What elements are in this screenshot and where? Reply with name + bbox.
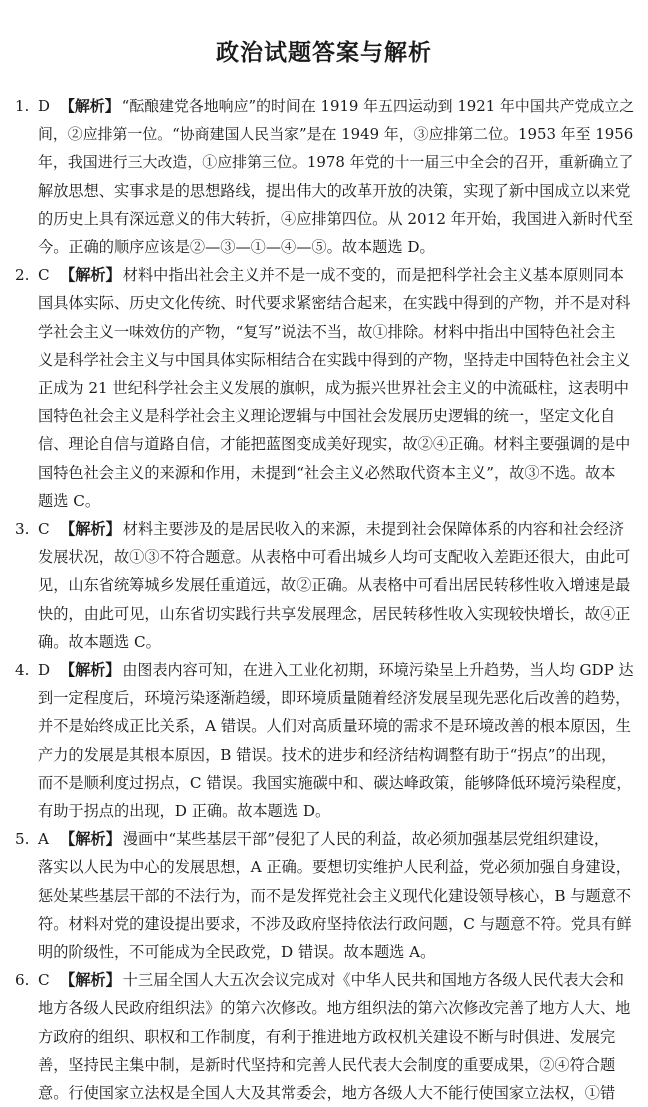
analysis-tag: 【解析】 <box>60 520 121 538</box>
answer-text: 解放思想、实事求是的思想路线，提出伟大的改革开放的决策，实现了新中国成立以来党 <box>38 181 631 200</box>
answer-letter: C <box>38 971 50 990</box>
answer-text: 惩处某些基层干部的不法行为，而不是发挥党社会主义现代化建设领导核心，B 与题意不 <box>38 886 632 905</box>
answer-text: 符。材料对党的建设提出要求，不涉及政府坚持依法行政问题，C 与题意不符。党具有鲜 <box>38 914 632 933</box>
answer-text: 见，山东省统筹城乡发展任重道远，故②正确。从表格中可看出居民转移性收入增速是最 <box>38 576 631 595</box>
answer-line <box>38 402 636 430</box>
answer-first-line <box>15 515 636 543</box>
answer-text: 确。故本题选 C。 <box>38 632 161 651</box>
answer-text: 国特色社会主义是科学社会主义理论逻辑与中国社会发展历史逻辑的统一，坚定文化自 <box>38 407 616 426</box>
analysis-tag: 【解析】 <box>60 266 121 285</box>
answer-line <box>38 797 636 825</box>
answer-line <box>38 600 636 628</box>
answer-text: 今。正确的顺序应该是②—③—①—④—⑤。故本题选 D。 <box>38 238 435 256</box>
answer-letter: C <box>38 520 50 538</box>
answer-text: 到一定程度后，环境污染逐渐趋缓，即环境质量随着经济发展呈现先恶化后改善的趋势， <box>38 689 631 708</box>
answer-text: 落实以人民为中心的发展思想，A 正确。要想切实维护人民利益，党必须加强自身建设， <box>38 858 631 877</box>
answer-line <box>38 1079 636 1107</box>
answer-line <box>38 148 636 176</box>
answer-line <box>38 374 636 402</box>
analysis-tag: 【解析】 <box>60 97 120 115</box>
answer-text: 学社会主义一味效仿的产物，“复写”说法不当，故①排除。材料中指出中国特色社会主 <box>38 322 616 341</box>
answer-text: 的历史上具有深远意义的伟大转折，④应排第四位。从 2012 年开始，我国进入新时代至 <box>38 209 634 228</box>
answer-line <box>38 289 636 317</box>
answer-text: 信、理论自信与道路自信，才能把蓝图变成美好现实，故②④正确。材料主要强调的是中 <box>38 435 631 454</box>
answer-line <box>38 853 636 881</box>
answer-line <box>38 628 636 656</box>
question-number: 4. <box>15 661 30 679</box>
answer-text: “酝酿建党各地响应”的时间在 1919 年五四运动到 1921 年中国共产党成立之 <box>121 97 635 115</box>
answer-text: 方政府的组织、职权和工作制度，有利于推进地方政权机关建设不断与时俱进、发展完 <box>38 1027 616 1046</box>
answer-text: 意。行使国家立法权是全国人大及其常委会，地方各级人大不能行使国家立法权，①错 <box>38 1084 616 1102</box>
answer-first-line <box>15 92 636 120</box>
answer-text: 题选 C。 <box>38 491 101 510</box>
answer-text: 材料中指出社会主义并不是一成不变的，而是把科学社会主义基本原则同本 <box>122 266 624 285</box>
analysis-tag: 【解析】 <box>60 971 121 990</box>
question-number: 3. <box>15 520 30 538</box>
answer-line <box>38 741 636 769</box>
question-number: 1. <box>15 97 30 115</box>
answer-text: 年，我国进行三大改造，①应排第三位。1978 年党的十一届三中全会的召开，重新确立了 <box>38 153 634 172</box>
answer-text: 材料主要涉及的是居民收入的来源，未提到社会保障体系的内容和社会经济 <box>122 520 624 538</box>
answer-text: 并不是始终成正比关系，A 错误。人们对高质量环境的需求不是环境改善的根本原因，生 <box>38 717 631 736</box>
answer-line <box>38 205 636 233</box>
answer-line <box>38 712 636 740</box>
answer-first-line <box>15 656 636 684</box>
answer-letter: D <box>38 661 51 679</box>
answer-text: 快的，由此可见，山东省切实践行共享发展理念，居民转移性收入实现较快增长，故④正 <box>38 604 631 623</box>
answer-line <box>38 1051 636 1079</box>
answer-letter: D <box>38 97 50 115</box>
answer-line <box>38 459 636 487</box>
answer-text: 间，②应排第一位。“协商建国人民当家”是在 1949 年，③应排第二位。1953 年至 1956 <box>38 125 634 144</box>
answer-line <box>38 430 636 458</box>
answer-text: 国具体实际、历史文化传统、时代要求紧密结合起来，在实践中得到的产物，并不是对科 <box>38 294 631 313</box>
answer-text: 十三届全国人大五次会议完成对《中华人民共和国地方各级人民代表大会和 <box>122 971 624 990</box>
answer-first-line <box>15 966 636 994</box>
answer-text: 正成为 21 世纪科学社会主义发展的旗帜，成为振兴世界社会主义的中流砥柱，这表明中 <box>38 379 629 397</box>
answer-line <box>38 882 636 910</box>
answer-text: 漫画中“某些基层干部”侵犯了人民的利益，故必须加强基层党组织建设， <box>122 830 610 849</box>
answer-text: 义是科学社会主义与中国具体实际相结合在实践中得到的产物，坚持走中国特色社会主义 <box>38 350 631 369</box>
question-number: 6. <box>15 971 30 990</box>
answer-text: 国特色社会主义的来源和作用，未提到“社会主义必然取代资本主义”，故③不选。故本 <box>38 463 616 482</box>
analysis-tag: 【解析】 <box>60 830 121 849</box>
answer-line <box>38 120 636 148</box>
answer-line <box>38 543 636 571</box>
answer-line <box>38 1023 636 1051</box>
answer-text: 有助于拐点的出现，D 正确。故本题选 D。 <box>38 802 331 820</box>
question-number: 5. <box>15 830 30 849</box>
question-number: 2. <box>15 266 30 285</box>
answer-line <box>38 769 636 797</box>
answer-line <box>38 994 636 1022</box>
answer-text: 地方各级人民政府组织法》的第六次修改。地方组织法的第六次修改完善了地方人大、地 <box>38 999 631 1018</box>
answer-text: 产力的发展是其根本原因，B 错误。技术的进步和经济结构调整有助于“拐点”的出现， <box>38 745 617 764</box>
answer-line <box>38 684 636 712</box>
answer-line <box>38 346 636 374</box>
answer-line <box>38 571 636 599</box>
analysis-tag: 【解析】 <box>60 661 121 679</box>
answer-line <box>38 233 636 261</box>
answer-text: 由图表内容可知，在进入工业化初期，环境污染呈上升趋势，当人均 GDP 达 <box>122 661 634 679</box>
answer-text: 而不是顺利度过拐点，C 错误。我国实施碳中和、碳达峰政策，能够降低环境污染程度， <box>38 773 632 792</box>
answer-line <box>38 910 636 938</box>
answer-line <box>38 177 636 205</box>
answer-text: 发展状况，故①③不符合题意。从表格中可看出城乡人均可支配收入差距还很大，由此可 <box>38 548 631 567</box>
answer-line <box>38 487 636 515</box>
answer-first-line <box>15 825 636 853</box>
page-title: 政治试题答案与解析 <box>216 39 432 66</box>
answer-line <box>38 938 636 966</box>
answer-letter: C <box>38 266 50 285</box>
answer-letter: A <box>38 830 49 849</box>
answer-text: 明的阶级性，不可能成为全民政党，D 错误。故本题选 A。 <box>38 943 436 961</box>
answer-text: 善，坚持民主集中制，是新时代坚持和完善人民代表大会制度的重要成果，②④符合题 <box>38 1055 616 1074</box>
answer-first-line <box>15 261 636 289</box>
answer-line <box>38 318 636 346</box>
